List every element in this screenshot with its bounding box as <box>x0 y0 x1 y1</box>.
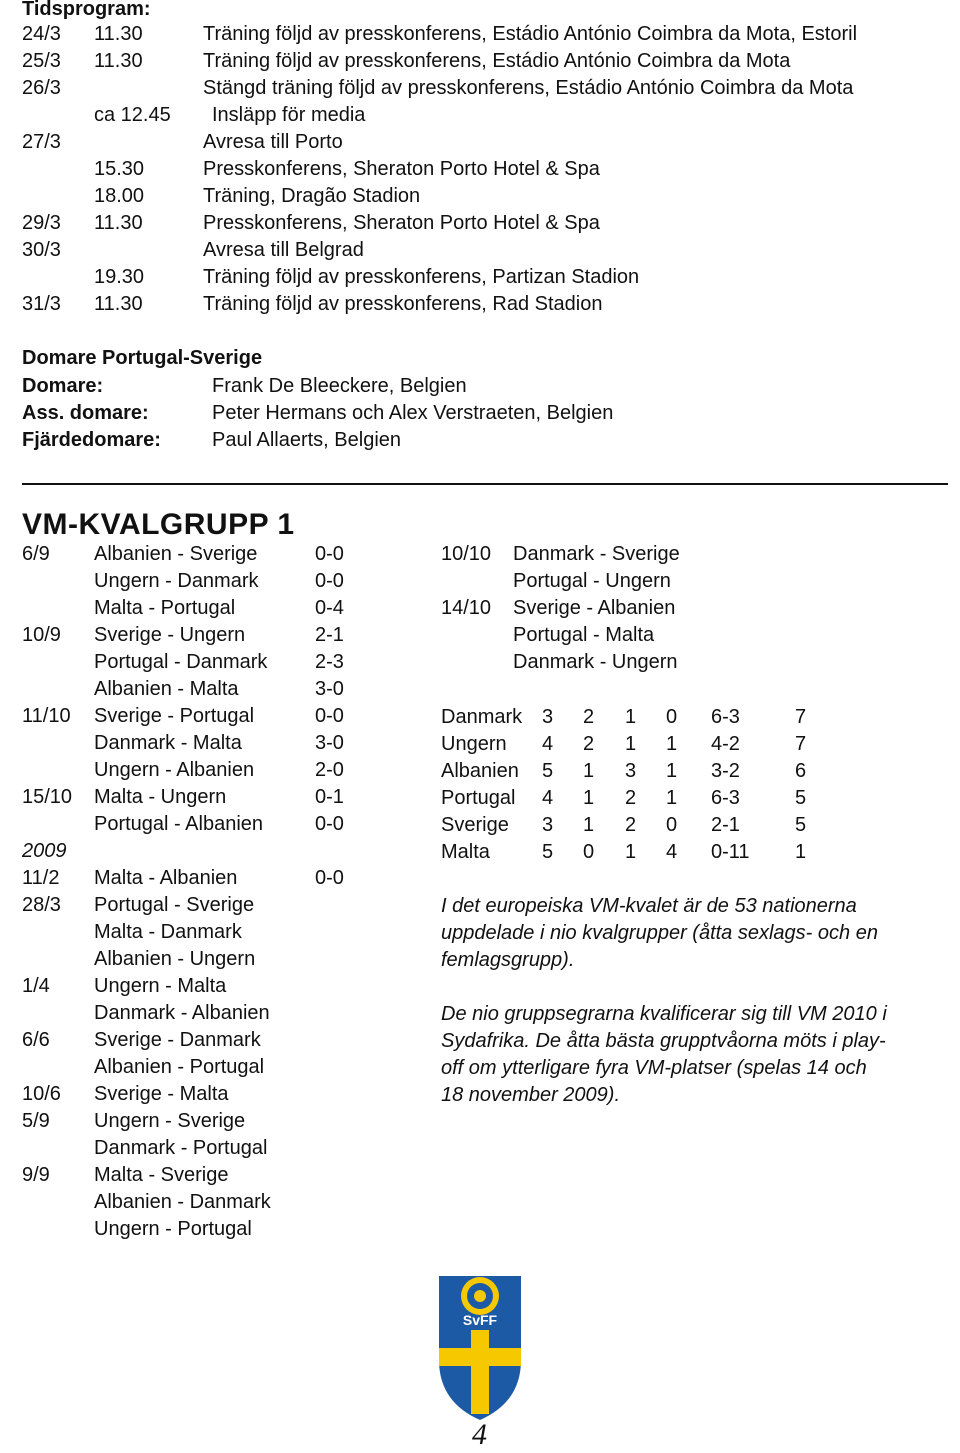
standings-goals: 3-2 <box>711 760 740 782</box>
schedule-heading: Tidsprogram: <box>22 0 151 20</box>
match-date: 2009 <box>22 840 67 862</box>
standings-pts: 5 <box>795 814 807 836</box>
standings-team: Albanien <box>441 760 519 782</box>
schedule-time: 19.30 <box>94 266 145 288</box>
match-teams: Malta - Danmark <box>94 921 242 943</box>
match-teams: Malta - Sverige <box>94 1164 229 1186</box>
note-line: I det europeiska VM-kvalet är de 53 nationerna <box>441 895 857 917</box>
match-date: 10/9 <box>22 624 61 646</box>
match-date: 5/9 <box>22 1110 50 1132</box>
note-line: femlagsgrupp). <box>441 949 575 971</box>
schedule-date: 29/3 <box>22 212 61 234</box>
standings-p: 5 <box>542 760 554 782</box>
standings-w: 2 <box>583 706 595 728</box>
match-score: 3-0 <box>315 678 344 700</box>
schedule-text: Stängd träning följd av presskonferens, Estádio António Coimbra da Mota <box>203 77 854 99</box>
match-teams: Portugal - Albanien <box>94 813 264 835</box>
standings-pts: 7 <box>795 733 807 755</box>
group-title: VM-KVALGRUPP 1 <box>22 508 295 541</box>
section-divider <box>22 483 948 485</box>
match-score: 0-0 <box>315 705 344 727</box>
match-teams: Portugal - Malta <box>513 624 655 646</box>
match-date: 11/2 <box>22 867 60 889</box>
referee-name: Frank De Bleeckere, Belgien <box>212 375 467 397</box>
standings-team: Portugal <box>441 787 516 809</box>
standings-pts: 1 <box>795 841 807 863</box>
standings-goals: 4-2 <box>711 733 740 755</box>
match-score: 0-4 <box>315 597 344 619</box>
match-date: 1/4 <box>22 975 50 997</box>
match-teams: Ungern - Malta <box>94 975 227 997</box>
match-date: 14/10 <box>441 597 492 619</box>
schedule-time: 11.30 <box>94 50 143 72</box>
schedule-time: 18.00 <box>94 185 145 207</box>
schedule-time: 15.30 <box>94 158 145 180</box>
match-score: 0-0 <box>315 813 344 835</box>
schedule-date: 26/3 <box>22 77 61 99</box>
match-teams: Albanien - Sverige <box>94 543 258 565</box>
match-teams: Albanien - Ungern <box>94 948 256 970</box>
schedule-date: 24/3 <box>22 23 61 45</box>
svff-text: SvFF <box>462 1312 498 1328</box>
match-score: 2-3 <box>315 651 344 673</box>
note-line: De nio gruppsegrarna kvalificerar sig till VM 2010 i <box>441 1003 887 1025</box>
match-teams: Albanien - Danmark <box>94 1191 271 1213</box>
match-teams: Portugal - Ungern <box>513 570 671 592</box>
standings-d: 1 <box>625 841 637 863</box>
schedule-time: ca 12.45 <box>94 104 171 126</box>
schedule-text: Träning följd av presskonferens, Estádio António Coimbra da Mota <box>203 50 791 72</box>
referee-role: Fjärdedomare: <box>22 429 161 451</box>
standings-l: 1 <box>666 787 678 809</box>
match-teams: Sverige - Malta <box>94 1083 229 1105</box>
match-teams: Portugal - Danmark <box>94 651 268 673</box>
schedule-time: 11.30 <box>94 293 143 315</box>
referee-role: Domare: <box>22 375 104 397</box>
standings-goals: 0-11 <box>711 841 750 863</box>
schedule-text: Avresa till Porto <box>203 131 343 153</box>
schedule-text: Träning följd av presskonferens, Estádio António Coimbra da Mota, Estoril <box>203 23 858 45</box>
match-teams: Danmark - Ungern <box>513 651 678 673</box>
standings-pts: 5 <box>795 787 807 809</box>
match-date: 10/10 <box>441 543 492 565</box>
schedule-time: 11.30 <box>94 212 143 234</box>
match-teams: Ungern - Sverige <box>94 1110 246 1132</box>
match-teams: Danmark - Sverige <box>513 543 680 565</box>
standings-l: 1 <box>666 760 678 782</box>
match-teams: Danmark - Malta <box>94 732 242 754</box>
match-date: 6/6 <box>22 1029 50 1051</box>
standings-l: 4 <box>666 841 678 863</box>
referee-name: Paul Allaerts, Belgien <box>212 429 402 451</box>
match-teams: Sverige - Portugal <box>94 705 255 727</box>
match-score: 0-0 <box>315 543 344 565</box>
standings-w: 1 <box>583 760 595 782</box>
standings-w: 0 <box>583 841 595 863</box>
schedule-text: Träning följd av presskonferens, Rad Stadion <box>203 293 603 315</box>
schedule-text: Träning följd av presskonferens, Partizan Stadion <box>203 266 640 288</box>
schedule-date: 30/3 <box>22 239 61 261</box>
svff-crest-icon <box>435 1272 525 1422</box>
standings-w: 2 <box>583 733 595 755</box>
match-teams: Sverige - Ungern <box>94 624 246 646</box>
schedule-text: Presskonferens, Sheraton Porto Hotel & Spa <box>203 158 600 180</box>
note-line: Sydafrika. De åtta bästa grupptvåorna möts i play- <box>441 1030 886 1052</box>
standings-d: 2 <box>625 814 637 836</box>
match-score: 0-0 <box>315 570 344 592</box>
standings-p: 4 <box>542 787 554 809</box>
standings-team: Ungern <box>441 733 507 755</box>
match-teams: Malta - Albanien <box>94 867 238 889</box>
standings-l: 0 <box>666 706 678 728</box>
schedule-text: Insläpp för media <box>212 104 366 126</box>
match-teams: Portugal - Sverige <box>94 894 255 916</box>
standings-team: Malta <box>441 841 490 863</box>
match-teams: Danmark - Albanien <box>94 1002 270 1024</box>
standings-w: 1 <box>583 787 595 809</box>
match-score: 0-0 <box>315 867 344 889</box>
match-score: 2-0 <box>315 759 344 781</box>
note-line: 18 november 2009). <box>441 1084 621 1106</box>
match-teams: Albanien - Malta <box>94 678 239 700</box>
standings-d: 2 <box>625 787 637 809</box>
standings-goals: 6-3 <box>711 706 740 728</box>
match-teams: Ungern - Portugal <box>94 1218 252 1240</box>
standings-p: 3 <box>542 706 554 728</box>
standings-p: 5 <box>542 841 554 863</box>
match-score: 3-0 <box>315 732 344 754</box>
schedule-date: 31/3 <box>22 293 61 315</box>
referee-name: Peter Hermans och Alex Verstraeten, Belgien <box>212 402 614 424</box>
standings-l: 1 <box>666 733 678 755</box>
note-line: uppdelade i nio kvalgrupper (åtta sexlags- och en <box>441 922 878 944</box>
standings-goals: 2-1 <box>711 814 740 836</box>
standings-d: 1 <box>625 733 637 755</box>
match-teams: Ungern - Albanien <box>94 759 255 781</box>
standings-pts: 7 <box>795 706 807 728</box>
match-teams: Ungern - Danmark <box>94 570 259 592</box>
standings-p: 4 <box>542 733 554 755</box>
schedule-text: Presskonferens, Sheraton Porto Hotel & Spa <box>203 212 600 234</box>
match-score: 2-1 <box>315 624 344 646</box>
standings-pts: 6 <box>795 760 807 782</box>
schedule-date: 27/3 <box>22 131 61 153</box>
standings-goals: 6-3 <box>711 787 740 809</box>
match-score: 0-1 <box>315 786 344 808</box>
match-date: 10/6 <box>22 1083 61 1105</box>
match-teams: Sverige - Danmark <box>94 1029 261 1051</box>
standings-team: Sverige <box>441 814 509 836</box>
standings-team: Danmark <box>441 706 523 728</box>
page-number: 4 <box>472 1418 487 1451</box>
match-date: 28/3 <box>22 894 61 916</box>
standings-l: 0 <box>666 814 678 836</box>
schedule-date: 25/3 <box>22 50 61 72</box>
match-date: 15/10 <box>22 786 73 808</box>
match-date: 11/10 <box>22 705 71 727</box>
match-teams: Danmark - Portugal <box>94 1137 268 1159</box>
referee-role: Ass. domare: <box>22 402 149 424</box>
match-teams: Malta - Portugal <box>94 597 236 619</box>
standings-d: 1 <box>625 706 637 728</box>
referee-heading: Domare Portugal-Sverige <box>22 347 263 369</box>
standings-p: 3 <box>542 814 554 836</box>
schedule-time: 11.30 <box>94 23 143 45</box>
note-line: off om ytterligare fyra VM-platser (spelas 14 och <box>441 1057 867 1079</box>
match-date: 9/9 <box>22 1164 50 1186</box>
standings-w: 1 <box>583 814 595 836</box>
match-teams: Malta - Ungern <box>94 786 227 808</box>
match-date: 6/9 <box>22 543 50 565</box>
standings-d: 3 <box>625 760 637 782</box>
schedule-text: Träning, Dragão Stadion <box>203 185 421 207</box>
match-teams: Albanien - Portugal <box>94 1056 265 1078</box>
schedule-text: Avresa till Belgrad <box>203 239 364 261</box>
match-teams: Sverige - Albanien <box>513 597 676 619</box>
